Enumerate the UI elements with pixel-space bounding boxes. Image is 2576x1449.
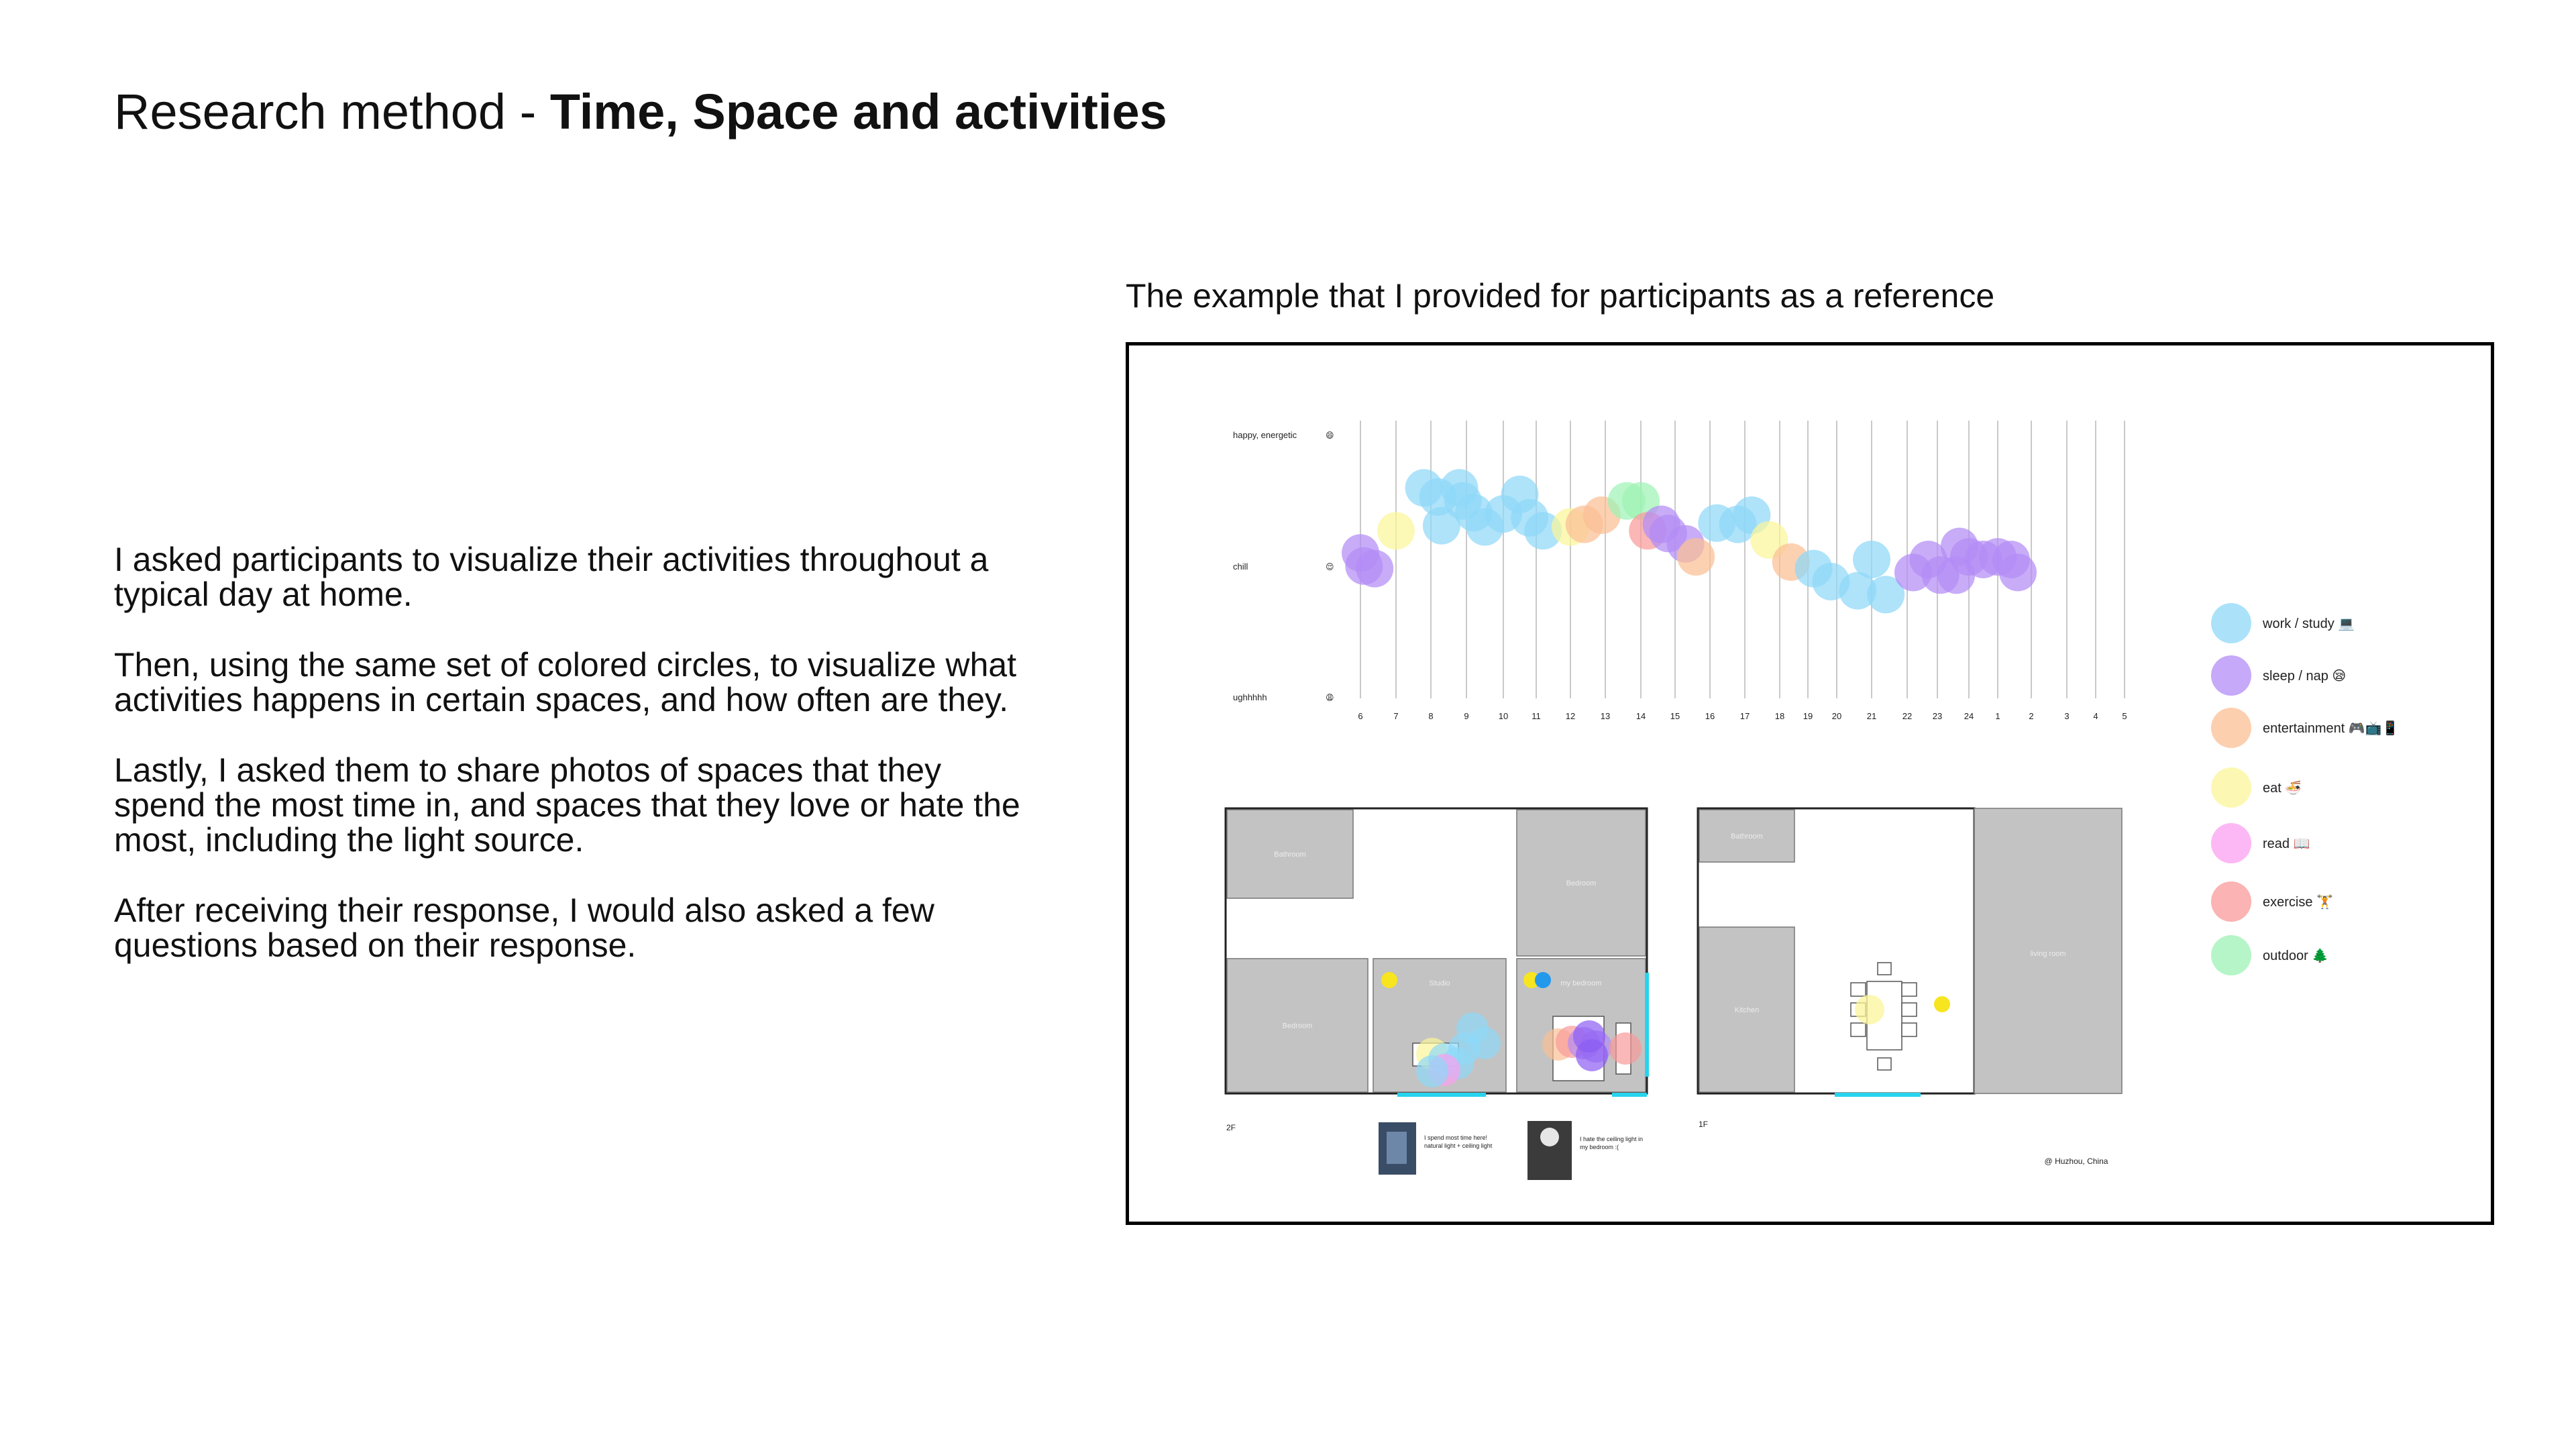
y-level-label: ughhhhh	[1233, 692, 1267, 702]
floor2-room-label: Bedroom	[1566, 879, 1597, 888]
y-level-label: happy, energetic	[1233, 430, 1297, 440]
legend-label: work / study 💻	[2263, 616, 2355, 631]
x-tick-label: 18	[1774, 711, 1785, 721]
x-tick-label: 19	[1803, 711, 1813, 721]
photo-note: I spend most time here!	[1424, 1134, 1488, 1141]
floor1-activity-circle	[1855, 995, 1884, 1024]
floor2-room-label: Studio	[1429, 979, 1450, 987]
x-tick-label: 14	[1635, 711, 1646, 721]
ceiling-light-icon	[1540, 1128, 1559, 1146]
activity-point	[1999, 553, 2037, 591]
x-tick-label: 12	[1565, 711, 1576, 721]
legend-label: read 📖	[2263, 837, 2310, 851]
dining-chair	[1902, 1003, 1917, 1016]
y-level-emoji: 😌	[1326, 562, 1334, 572]
legend-swatch	[2211, 655, 2251, 696]
paragraph-3: Lastly, I asked them to share photos of spaces that they spend the most time in, and spaces that they love or hate the most, including the light source.	[114, 751, 1020, 859]
floor1-room-label: Bathroom	[1731, 833, 1763, 841]
x-tick-label: 4	[2093, 711, 2098, 721]
legend-label: outdoor 🌲	[2263, 949, 2329, 963]
dining-chair	[1851, 983, 1866, 996]
mood-timeline-chart	[1233, 421, 2127, 721]
floor1-label: 1F	[1699, 1120, 1709, 1129]
x-tick-label: 5	[2122, 711, 2127, 721]
legend-swatch	[2211, 708, 2251, 748]
photo-note: my bedroom :(	[1580, 1144, 1619, 1150]
reference-example-frame	[1126, 342, 2494, 1225]
page-title	[114, 83, 1167, 140]
y-level-emoji: 😄	[1326, 431, 1334, 440]
floor2-room-label: Bedroom	[1282, 1022, 1313, 1030]
reference-example-figure	[1129, 345, 2491, 1222]
floor2-activity-circle	[1576, 1039, 1608, 1071]
reference-caption: The example that I provided for participants as a reference	[1126, 277, 1995, 315]
activity-legend	[2211, 603, 2399, 975]
smile-emoji-icon	[1934, 996, 1950, 1012]
activity-point	[1853, 541, 1890, 578]
smile-emoji-icon	[1381, 972, 1397, 988]
photo-note: natural light + ceiling light	[1424, 1142, 1493, 1149]
x-tick-label: 23	[1932, 711, 1943, 721]
dining-chair	[1878, 963, 1891, 975]
sad-emoji-icon	[1535, 972, 1551, 988]
x-tick-label: 11	[1532, 711, 1541, 721]
floor1-room-label: Kitchen	[1734, 1006, 1760, 1014]
x-tick-label: 20	[1831, 711, 1842, 721]
legend-swatch	[2211, 603, 2251, 643]
floor1-room-label: living room	[2030, 950, 2066, 958]
floor2-room-label: my bedroom	[1560, 979, 1602, 987]
paragraph-1: I asked participants to visualize their activities throughout a typical day at home.	[114, 541, 989, 613]
x-tick-label: 7	[1393, 711, 1399, 721]
y-level-emoji: 😩	[1326, 693, 1334, 702]
activity-point	[1677, 538, 1715, 576]
x-tick-label: 17	[1739, 711, 1750, 721]
x-tick-label: 3	[2064, 711, 2070, 721]
x-tick-label: 16	[1705, 711, 1715, 721]
legend-swatch	[2211, 935, 2251, 975]
y-level-label: chill	[1233, 561, 1248, 572]
legend-swatch	[2211, 823, 2251, 863]
floor2-activity-circle	[1416, 1055, 1448, 1087]
floor2-label: 2F	[1226, 1123, 1236, 1132]
activity-point	[1377, 512, 1415, 549]
x-tick-label: 9	[1464, 711, 1469, 721]
legend-label: entertainment 🎮📺📱	[2263, 721, 2399, 736]
photo-window-highlight	[1387, 1132, 1407, 1164]
x-tick-label: 24	[1964, 711, 1974, 721]
method-description	[114, 542, 1040, 998]
dining-chair	[1851, 1023, 1866, 1036]
dining-chair	[1902, 983, 1917, 996]
x-tick-label: 15	[1670, 711, 1680, 721]
legend-swatch	[2211, 881, 2251, 922]
x-tick-label: 21	[1866, 711, 1877, 721]
floor2-room-label: Bathroom	[1274, 851, 1306, 859]
x-tick-label: 13	[1600, 711, 1611, 721]
legend-swatch	[2211, 767, 2251, 808]
legend-label: eat 🍜	[2263, 781, 2302, 796]
x-tick-label: 10	[1498, 711, 1509, 721]
activity-point	[1356, 550, 1393, 588]
dining-chair	[1902, 1023, 1917, 1036]
title-normal: Research method -	[114, 84, 550, 140]
floor-plans	[1226, 808, 2122, 1180]
floor2-activity-circle	[1609, 1032, 1642, 1065]
photo-note: I hate the ceiling light in	[1580, 1136, 1644, 1142]
paragraph-2: Then, using the same set of colored circles, to visualize what activities happens in certain spaces, and how often are they.	[114, 646, 1017, 718]
dining-chair	[1878, 1058, 1891, 1070]
title-bold: Time, Space and activities	[549, 84, 1167, 140]
x-tick-label: 6	[1358, 711, 1363, 721]
legend-label: exercise 🏋	[2263, 895, 2333, 910]
paragraph-4: After receiving their response, I would also asked a few questions based on their response.	[114, 892, 934, 964]
location-label: @ Huzhou, China	[2044, 1157, 2108, 1166]
x-tick-label: 2	[2029, 711, 2034, 721]
x-tick-label: 8	[1428, 711, 1434, 721]
legend-label: sleep / nap 😪	[2263, 669, 2347, 684]
x-tick-label: 1	[1995, 711, 2000, 721]
x-tick-label: 22	[1902, 711, 1913, 721]
